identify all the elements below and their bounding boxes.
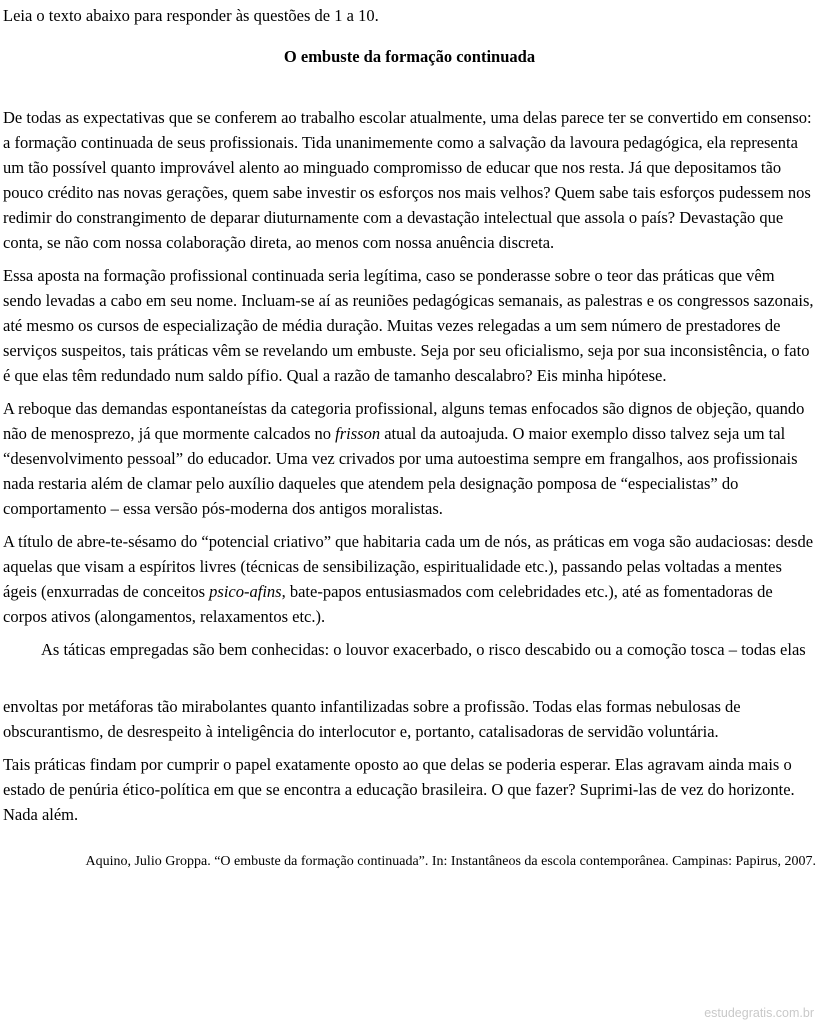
article-body [3, 105, 816, 827]
text-segment: atual da autoajuda. O maior exemplo disso talvez seja um tal “desenvolvimento pessoal” do educador. Uma vez crivados por uma autoestima sempre em frangalhos, aos profissionais nada restaria além de clamar pelo auxílio daqueles que atendem pela designação pomposa de “especialistas” do comportamento – essa versão pós-moderna dos antigos moralistas. [3, 424, 798, 518]
paragraph [3, 263, 816, 388]
article-title: O embuste da formação continuada [283, 47, 536, 66]
text-segment: , bate-papos entusiasmados com celebridades etc.), até as fomentadoras de corpos ativos (alongamentos, relaxamentos etc.). [3, 582, 773, 626]
text-segment: De todas as expectativas que se conferem ao trabalho escolar atualmente, uma delas parece ter se convertido em consenso: a formação continuada de seus profissionais. Tida unanimemente como a salvação da lavoura pedagógica, ela representa um tão possível quanto improvável alento ao minguado compromisso de educar que nos resta. Já que depositamos tão pouco crédito nas novas gerações, quem sabe investir os esforços nos mais velhos? Quem sabe tais esforços pudessem nos redimir do constrangimento de deparar diuturnamente com a devastação intelectual que assola o país? Devastação que conta, se não com nossa colaboração direta, ao menos com nossa anuência discreta. [3, 108, 812, 252]
text-segment: Tais práticas findam por cumprir o papel exatamente oposto ao que delas se poderia esperar. Elas agravam ainda mais o estado de penúria ético-política em que se encontra a educação brasileira. O que fazer? Suprimi-las de vez do horizonte. Nada além. [3, 755, 795, 824]
text-segment: A título de abre-te-sésamo do “potencial criativo” que habitaria cada um de nós, as práticas em voga são audaciosas: desde aquelas que visam a espíritos livres (técnicas de sensibilização, espiritualidade etc.), passando pelas voltadas a mentes ágeis (enxurradas de conceitos [3, 532, 814, 601]
paragraph [3, 529, 816, 629]
text-segment: envoltas por metáforas tão mirabolantes quanto infantilizadas sobre a profissão. Todas elas formas nebulosas de obscurantismo, de desrespeito à inteligência do interlocutor e, portanto, catalisadoras de servidão voluntária. [3, 697, 741, 741]
instruction-line: Leia o texto abaixo para responder às questões de 1 a 10. [3, 6, 379, 25]
italic-term: psico-afins [209, 582, 282, 601]
citation: Aquino, Julio Groppa. “O embuste da formação continuada”. In: Instantâneos da escola contemporânea. Campinas: Papirus, 2007. [85, 854, 816, 869]
paragraph [41, 637, 816, 662]
text-segment: A reboque das demandas espontaneístas da categoria profissional, alguns temas enfocados são dignos de objeção, quando não de menosprezo, já que mormente calcados no [3, 399, 805, 443]
paragraph [3, 105, 816, 255]
paragraph [3, 694, 816, 744]
italic-term: frisson [335, 424, 381, 443]
watermark: estudegratis.com.br [704, 1006, 814, 1020]
paragraph [3, 396, 816, 521]
paragraph [3, 752, 816, 827]
text-segment: Essa aposta na formação profissional continuada seria legítima, caso se ponderasse sobre o teor das práticas que vêm sendo levadas a cabo em seu nome. Incluam-se aí as reuniões pedagógicas semanais, as palestras e os congressos sazonais, até mesmo os cursos de especialização de média duração. Muitas vezes relegadas a um sem número de prestadores de serviços suspeitos, tais práticas vêm se revelando um embuste. Seja por seu oficialismo, seja por sua inconsistência, o fato é que elas têm redundado num saldo pífio. Qual a razão de tamanho descalabro? Eis minha hipótese. [3, 266, 814, 385]
text-segment: As táticas empregadas são bem conhecidas: o louvor exacerbado, o risco descabido ou a comoção tosca – todas elas [41, 640, 806, 659]
